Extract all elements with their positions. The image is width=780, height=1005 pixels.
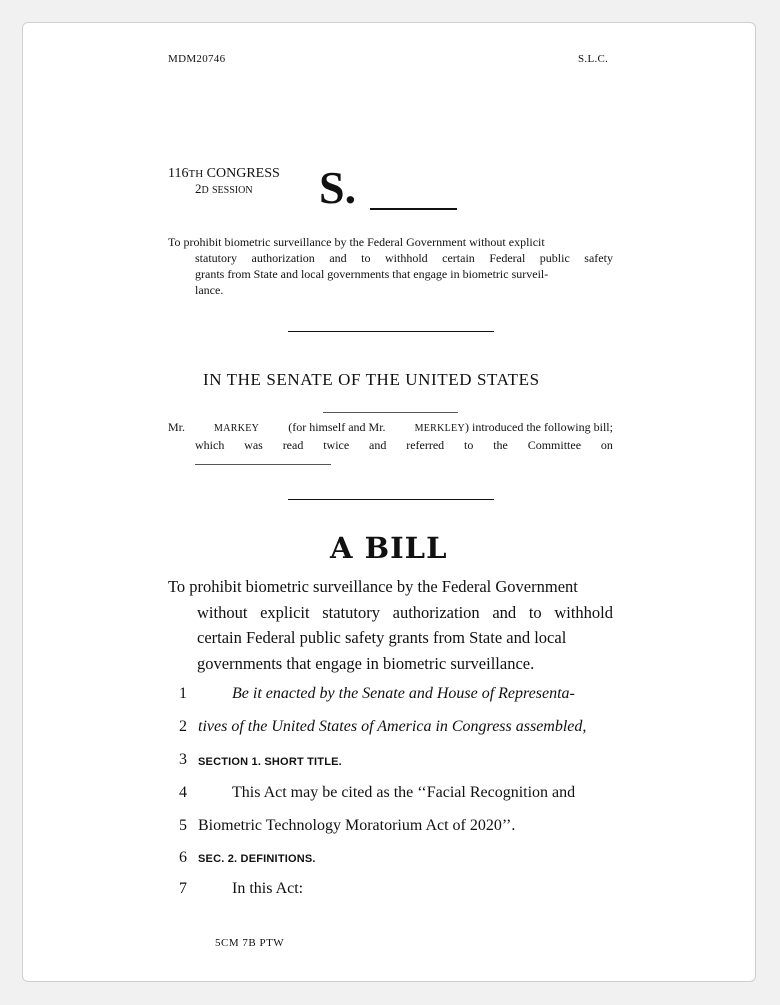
short-title-line: lance. <box>195 283 224 297</box>
bill-heading: A BILL <box>330 531 448 565</box>
enacting-clause-line: tives of the United States of America in Congress assembled, <box>198 718 587 735</box>
session-label: 2D SESSION <box>195 181 253 196</box>
word: authorization <box>251 251 315 265</box>
line-number: 5 <box>179 817 187 834</box>
line-number: 6 <box>179 849 187 866</box>
word: public <box>539 251 570 265</box>
cosponsor-name: MERKLEY <box>414 423 465 434</box>
divider-rule <box>288 331 494 332</box>
short-title-line: grants from State and local governments that engage in biometric surveil- <box>195 267 549 281</box>
short-divider <box>323 412 458 413</box>
body-text-line: This Act may be cited as the ‘‘Facial Recognition and <box>232 784 576 801</box>
word: and <box>329 251 347 265</box>
long-title-line: governments that engage in biometric surveillance. <box>197 653 535 673</box>
line-number: 2 <box>179 718 187 735</box>
line-number: 4 <box>179 784 187 801</box>
line-number: 7 <box>179 880 187 897</box>
line-number: 3 <box>179 751 187 768</box>
enacting-clause-line: Be it enacted by the Senate and House of Representa- <box>232 685 575 702</box>
word: statutory <box>195 251 237 265</box>
body-text-line: Biometric Technology Moratorium Act of 2020’’. <box>198 817 516 834</box>
introduction <box>168 419 613 453</box>
divider-rule <box>288 499 494 500</box>
section-heading: SECTION 1. SHORT TITLE. <box>198 756 342 768</box>
bill-number-blank <box>370 208 457 210</box>
section-heading: SEC. 2. DEFINITIONS. <box>198 853 316 865</box>
document-page <box>22 22 756 982</box>
introduction-line: which was read twice and referred to the Committee on <box>195 438 613 452</box>
word: certain <box>442 251 475 265</box>
sponsor-name: MARKEY <box>214 423 260 434</box>
short-title-line: To prohibit biometric surveillance by the Federal Government without explicit <box>168 235 545 249</box>
line-number: 1 <box>179 685 187 702</box>
slc-marker: S.L.C. <box>578 53 609 65</box>
long-title-line: To prohibit biometric surveillance by the Federal Government <box>168 577 578 596</box>
congress-label: 116TH CONGRESS <box>168 166 280 181</box>
word: safety <box>584 251 613 265</box>
short-title-justified-line <box>168 250 613 266</box>
document-id: MDM20746 <box>168 53 226 65</box>
body-text-line: In this Act: <box>232 880 304 897</box>
chamber-heading: IN THE SENATE OF THE UNITED STATES <box>203 370 540 389</box>
introduction-line: Mr. MARKEY (for himself and Mr. MERKLEY) introduced the following bill; <box>168 420 613 434</box>
long-title-justified-line: without explicit statutory authorization and to withhold <box>197 602 613 622</box>
word: Federal <box>489 251 526 265</box>
long-title <box>168 574 613 676</box>
bill-number-prefix: S. <box>319 162 357 213</box>
word: withhold <box>384 251 428 265</box>
word: to <box>361 251 371 265</box>
footer-code: 5CM 7B PTW <box>215 937 285 949</box>
long-title-line: certain Federal public safety grants from State and local <box>197 628 567 647</box>
committee-blank <box>195 464 331 465</box>
short-title <box>168 234 613 298</box>
